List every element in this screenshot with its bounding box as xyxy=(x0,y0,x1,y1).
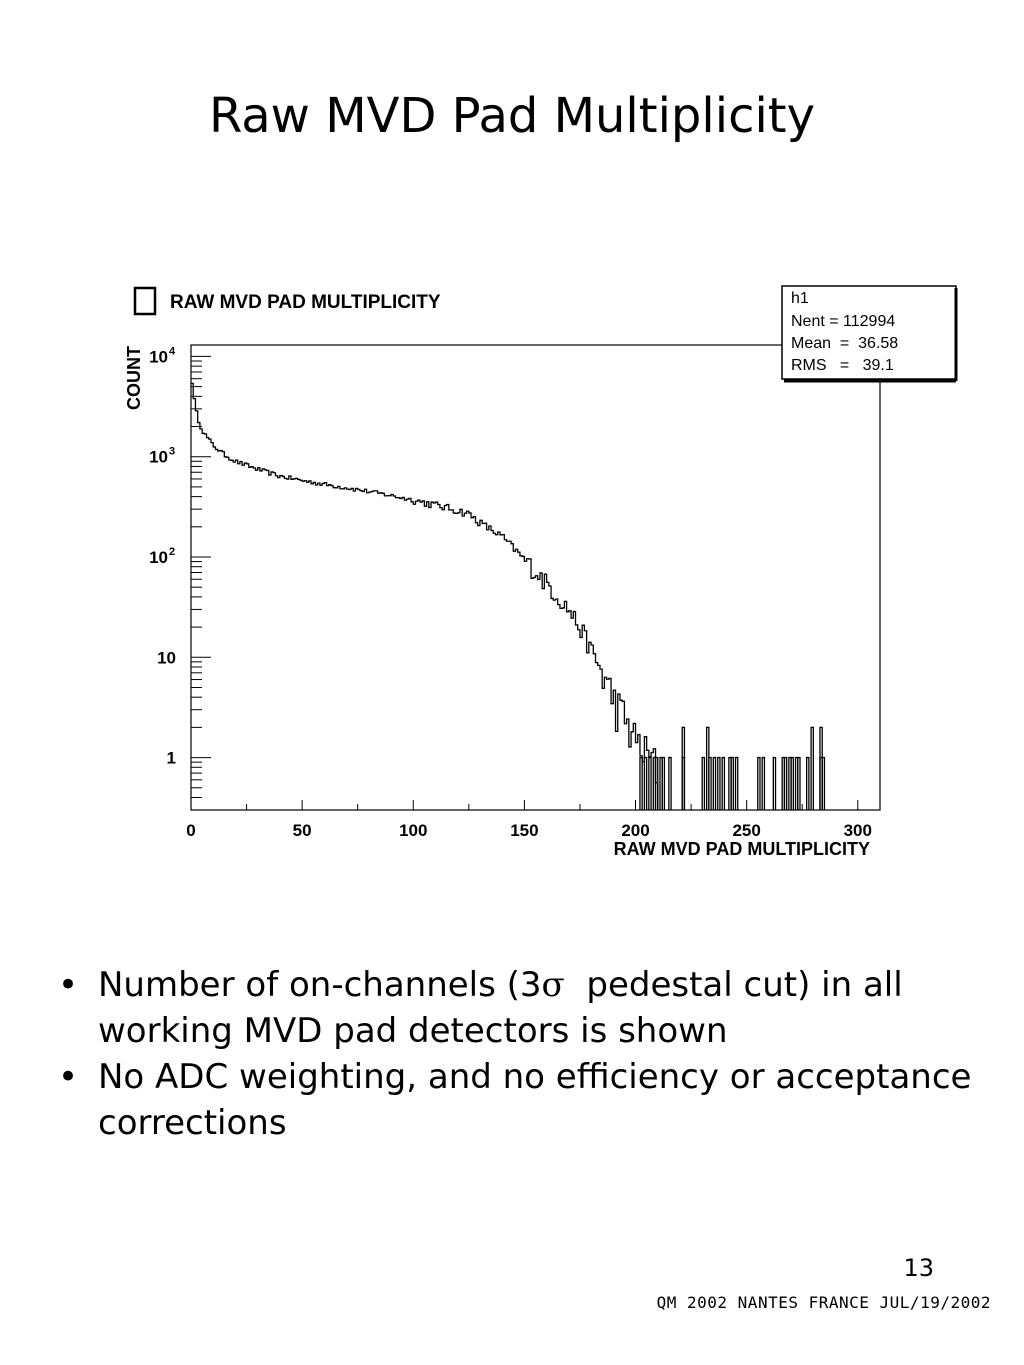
y-axis-label: COUNT xyxy=(124,346,144,410)
bullet-text-continued: pedestal cut) in all working MVD pad detectors is shown xyxy=(98,965,914,1051)
y-tick-label: 10 xyxy=(149,347,168,367)
sparse-bin xyxy=(773,758,775,810)
x-tick-label: 50 xyxy=(292,821,312,840)
x-tick-label: 250 xyxy=(732,821,761,840)
y-tick-exponent: 4 xyxy=(169,345,176,358)
chart-title: RAW MVD PAD MULTIPLICITY xyxy=(170,292,441,313)
sparse-bin xyxy=(656,758,658,810)
title-box xyxy=(135,288,155,314)
histogram-curve xyxy=(191,383,658,810)
sparse-bin xyxy=(640,758,642,810)
stats-box xyxy=(782,286,956,381)
page-number: 13 xyxy=(903,1254,934,1282)
sparse-bin xyxy=(644,758,646,810)
slide-title: Raw MVD Pad Multiplicity xyxy=(208,88,816,144)
x-tick-label: 100 xyxy=(399,821,428,840)
bullet-item xyxy=(58,962,978,1054)
sparse-bin xyxy=(807,758,809,810)
sparse-bin xyxy=(736,758,738,810)
x-tick-label: 150 xyxy=(510,821,539,840)
x-axis-label: RAW MVD PAD MULTIPLICITY xyxy=(613,839,870,859)
sparse-bin xyxy=(718,758,720,810)
x-tick-label: 300 xyxy=(843,821,872,840)
sparse-bin xyxy=(762,758,764,810)
sigma-symbol: σ xyxy=(541,965,565,1005)
y-tick-exponent: 3 xyxy=(169,445,176,458)
histogram-chart xyxy=(110,270,970,880)
x-tick-label: 0 xyxy=(186,821,196,840)
sparse-bin xyxy=(758,758,760,810)
ticks-layer xyxy=(191,356,858,810)
sparse-bin xyxy=(722,758,724,810)
sparse-bin xyxy=(784,758,786,810)
sparse-bins xyxy=(640,727,824,810)
y-tick-exponent: 2 xyxy=(169,545,176,558)
sparse-bin xyxy=(707,727,709,810)
sparse-bin xyxy=(811,727,813,810)
sparse-bin xyxy=(798,758,800,810)
sparse-bin xyxy=(731,758,733,810)
bullet-list xyxy=(58,962,978,1146)
bullet-marker: • xyxy=(58,1057,79,1097)
stats-mean: Mean = 36.58 xyxy=(791,335,899,352)
sparse-bin xyxy=(791,758,793,810)
sparse-bin xyxy=(682,727,684,810)
y-tick-label: 10 xyxy=(149,547,168,567)
bullet-text: No ADC weighting, and no efficiency or acceptance corrections xyxy=(98,1057,972,1143)
x-tick-label: 200 xyxy=(621,821,650,840)
sparse-bin xyxy=(662,758,664,810)
y-tick-labels xyxy=(149,345,176,767)
stats-name: h1 xyxy=(791,290,809,307)
y-tick-label: 10 xyxy=(157,648,176,668)
sparse-bin xyxy=(702,758,704,810)
sparse-bin xyxy=(669,758,671,810)
bullet-item xyxy=(58,1054,978,1146)
x-tick-labels xyxy=(186,821,872,840)
y-tick-label: 1 xyxy=(166,748,176,768)
bullet-marker: • xyxy=(58,965,79,1005)
stats-rms: RMS = 39.1 xyxy=(791,357,894,374)
sparse-bin xyxy=(649,758,651,810)
stats-entries: Nent = 112994 xyxy=(791,313,896,330)
sparse-bin xyxy=(713,758,715,810)
footer-text: QM 2002 NANTES FRANCE JUL/19/2002 xyxy=(656,1293,991,1312)
y-tick-label: 10 xyxy=(149,447,168,467)
bullet-text: Number of on-channels (3 xyxy=(98,965,542,1005)
sparse-bin xyxy=(820,727,822,810)
